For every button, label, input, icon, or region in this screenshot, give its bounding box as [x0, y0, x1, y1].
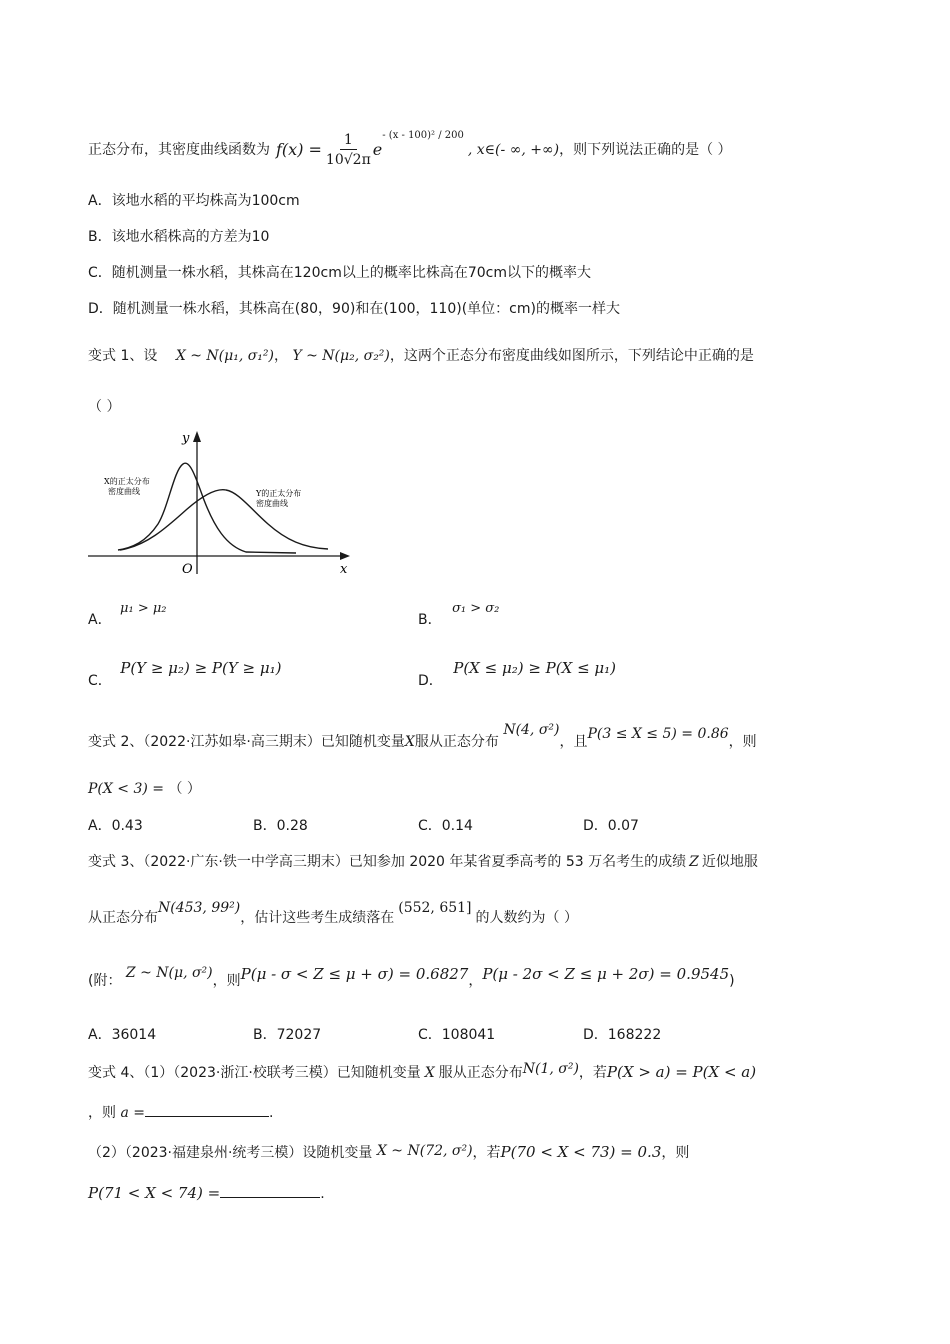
- variant4-part2-line2: [88, 1183, 325, 1204]
- variant2-option-a: A．0.43: [88, 818, 143, 834]
- option-label: A．: [88, 612, 112, 628]
- variant3-note-pre: (附：: [88, 973, 122, 989]
- density-function-lhs: f(x) =: [276, 140, 322, 159]
- variant1-option-b: [418, 598, 499, 630]
- variant3-note-end: ): [729, 973, 735, 989]
- variant1-dist-y: Y ~ N(μ₂, σ₂²): [292, 348, 390, 364]
- option-expr: P(X ≤ μ₂) ≥ P(X ≤ μ₁): [453, 659, 617, 677]
- variant4-p1-var: X: [424, 1065, 435, 1081]
- variant2-option-c: C．0.14: [418, 818, 473, 834]
- variant3-note-comma: ，: [468, 973, 483, 989]
- variant2-paren: （ ）: [168, 781, 201, 797]
- variant4-p2-cond-post: ，则: [661, 1145, 690, 1161]
- variant1-paren: （ ）: [88, 399, 121, 415]
- normal-density-figure: [86, 428, 358, 578]
- variant2-mid: 服从正态分布: [414, 734, 499, 750]
- variant3-note: [88, 962, 735, 996]
- variant2-var: X: [404, 734, 415, 750]
- variant3-option-a: A．36014: [88, 1027, 157, 1043]
- y-axis-arrow: [193, 431, 201, 442]
- answer-blank-2[interactable]: [220, 1183, 320, 1198]
- variant3-option-b: B．72027: [253, 1027, 322, 1043]
- variant4-p2-cond: P(70 < X < 73) = 0.3: [500, 1143, 662, 1161]
- variant1-suffix: ，这两个正态分布密度曲线如图所示，下列结论中正确的是: [389, 348, 754, 364]
- option-label: C．: [88, 673, 112, 689]
- variant3-dist: N(453, 99²): [158, 900, 241, 916]
- variant2-ask-line: [88, 779, 201, 799]
- variant4-p2-dist: X ~ N(72, σ²): [376, 1143, 473, 1159]
- y-curve-label-line1: Y的正太分布: [256, 489, 302, 498]
- variant4-part1-line2: [88, 1102, 273, 1123]
- intro-option-a: A．该地水稻的平均株高为100cm: [88, 193, 300, 209]
- variant1-prefix: 变式 1、设: [88, 348, 158, 364]
- variant1-option-a: [88, 598, 167, 630]
- variant2-cond-pre: ，且: [559, 734, 588, 750]
- variant3-interval: (552, 651]: [398, 900, 472, 916]
- variant2-option-b: B．0.28: [253, 818, 308, 834]
- variant4-part2-line1: [88, 1142, 689, 1163]
- variant3-note-p2: P(μ - 2σ < Z ≤ μ + 2σ) = 0.9545: [482, 965, 730, 983]
- variant3-line2: [88, 900, 578, 934]
- variant1-dist-x: X ~ N(μ₁, σ₁²): [175, 348, 274, 364]
- variant2-condition: P(3 ≤ X ≤ 5) = 0.86: [587, 726, 729, 742]
- variant4-p1-dist: N(1, σ²): [522, 1061, 579, 1077]
- variant1-option-c: [88, 658, 281, 690]
- variant2-stem: [88, 724, 757, 760]
- variant3-line1: [88, 852, 758, 872]
- exponential-base: e: [372, 140, 383, 159]
- x-axis-label: x: [340, 562, 348, 577]
- variant3-option-d: D．168222: [583, 1027, 662, 1043]
- intro-option-c: C．随机测量一株水稻，其株高在120cm以上的概率比株高在70cm以下的概率大: [88, 265, 591, 281]
- variant2-dist: N(4, σ²): [503, 722, 560, 738]
- fraction-numerator: 1: [340, 131, 357, 150]
- variant3-var: Z: [689, 854, 699, 870]
- variant4-p1-mid: 服从正态分布: [438, 1065, 523, 1081]
- option-label: D．: [418, 673, 443, 689]
- variant4-p1-ask: a =: [120, 1105, 145, 1121]
- variant4-p2-ask: P(71 < X < 74) =: [88, 1184, 221, 1202]
- option-label: B．: [418, 612, 442, 628]
- y-density-curve: [120, 490, 328, 550]
- variant4-p2-end: .: [320, 1186, 325, 1202]
- y-curve-label-line2: 密度曲线: [256, 499, 288, 508]
- variant1-comma: ，: [273, 348, 288, 364]
- variant2-ask: P(X < 3) =: [88, 781, 165, 797]
- variant4-part1-line1: [88, 1062, 756, 1083]
- variant3-note-dist: Z ~ N(μ, σ²): [125, 965, 213, 981]
- variant4-p1-cond: P(X > a) = P(X < a): [606, 1063, 757, 1081]
- variant3-line2-mid: ，估计这些考生成绩落在: [240, 910, 395, 926]
- variant3-line2-pre: 从正态分布: [88, 910, 158, 926]
- variant4-p1-line2-pre: ，则: [88, 1105, 116, 1121]
- intro-option-d: D．随机测量一株水稻，其株高在(80，90)和在(100，110)(单位：cm)的概率一样大: [88, 301, 620, 317]
- origin-label: O: [182, 562, 193, 577]
- variant3-line1-pre: 变式 3、（2022·广东·铁一中学高三期末）已知参加 2020 年某省夏季高考的 53 万名考生的成绩: [88, 854, 687, 870]
- density-function-fraction: [326, 131, 371, 170]
- option-expr: μ₁ > μ₂: [120, 601, 167, 616]
- variant2-cond-post: ，则: [728, 734, 757, 750]
- variant1-stem: [88, 346, 754, 366]
- variant3-option-c: C．108041: [418, 1027, 496, 1043]
- variant4-p1-pre: 变式 4、（1）（2023·浙江·校联考三模）已知随机变量: [88, 1065, 421, 1081]
- intro-stem-line: [88, 128, 732, 172]
- option-expr: P(Y ≥ μ₂) ≥ P(Y ≥ μ₁): [120, 659, 282, 677]
- variant4-p1-cond-pre: ，若: [578, 1065, 607, 1081]
- variant4-p2-pre: （2）（2023·福建泉州·统考三模）设随机变量: [88, 1145, 373, 1161]
- y-axis-label: y: [182, 431, 190, 446]
- variant3-note-p1: P(μ - σ < Z ≤ μ + σ) = 0.6827: [240, 965, 469, 983]
- variant1-option-d: [418, 658, 616, 690]
- x-curve-label-line2: 密度曲线: [108, 487, 140, 496]
- domain-expression: , x∈(- ∞, +∞): [467, 142, 560, 158]
- variant4-p1-end: .: [268, 1105, 274, 1121]
- fraction-denominator: 10√2π: [325, 151, 371, 168]
- variant2-option-d: D．0.07: [583, 818, 639, 834]
- variant3-line2-post: 的人数约为（ ）: [475, 910, 578, 926]
- answer-blank-1[interactable]: [145, 1102, 269, 1117]
- option-expr: σ₁ > σ₂: [452, 601, 500, 616]
- variant3-line1-post: 近似地服: [701, 854, 758, 870]
- variant2-prefix: 变式 2、（2022·江苏如皋·高三期末）已知随机变量: [88, 734, 405, 750]
- intro-question-tail: ，则下列说法正确的是（ ）: [559, 142, 732, 158]
- variant4-p2-cond-pre: ，若: [472, 1145, 501, 1161]
- x-curve-label-line1: X的正太分布: [104, 477, 150, 486]
- intro-option-b: B．该地水稻株高的方差为10: [88, 229, 270, 245]
- intro-stem-text: 正态分布，其密度曲线函数为: [88, 142, 270, 158]
- x-axis-arrow: [340, 552, 350, 560]
- variant3-note-mid: ，则: [212, 973, 241, 989]
- exponential-exponent: - (x - 100)² / 200: [382, 130, 464, 141]
